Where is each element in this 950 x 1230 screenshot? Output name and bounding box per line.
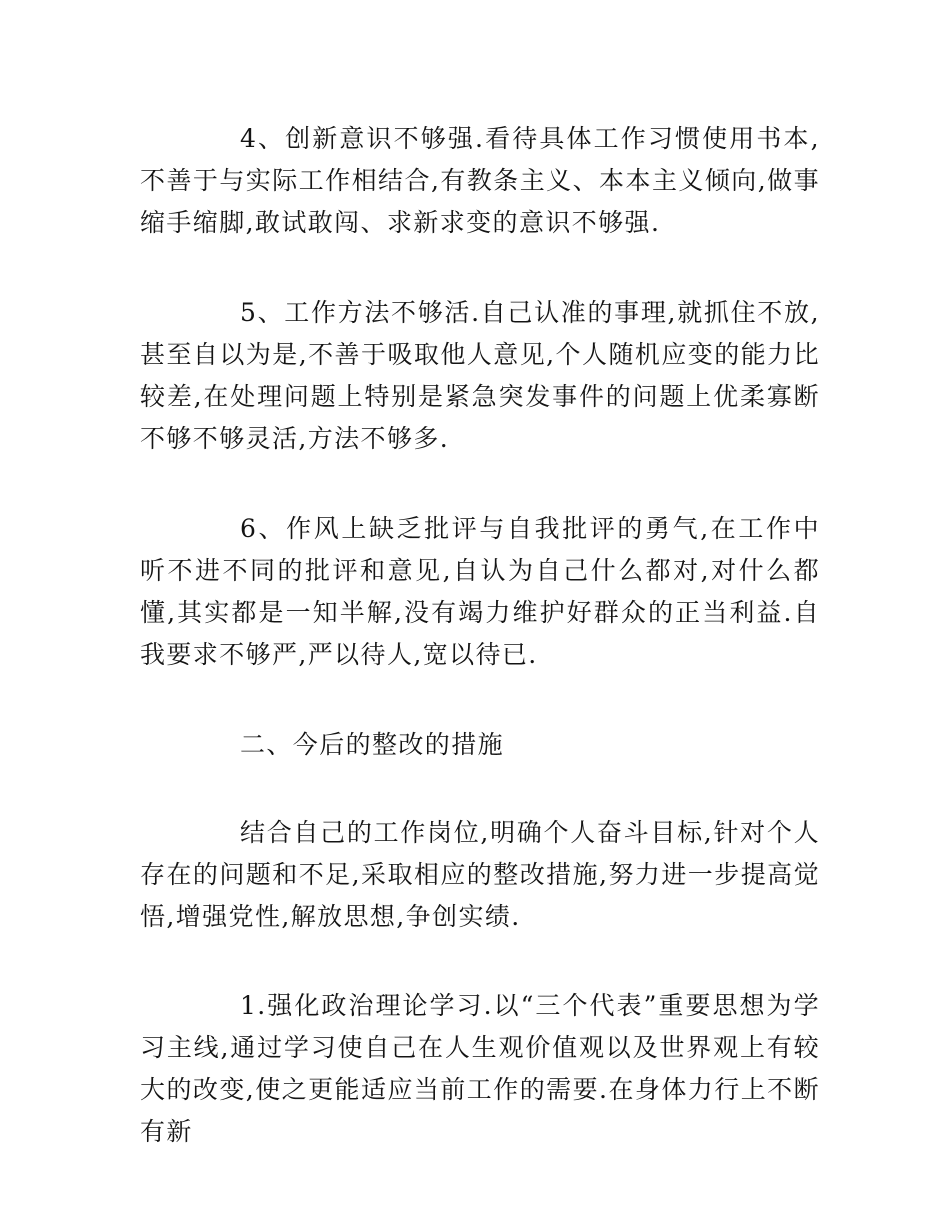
paragraph-political-theory-study: 1.强化政治理论学习.以“三个代表”重要思想为学习主线,通过学习使自己在人生观价值观以及世界观上有较大的改变,使之更能适应当前工作的需要.在身体力行上不断有新 xyxy=(140,991,820,1146)
paragraph-innovation-awareness: 4、创新意识不够强.看待具体工作习惯使用书本,不善于与实际工作相结合,有教条主义、本本主义倾向,做事缩手缩脚,敢试敢闯、求新求变的意识不够强. xyxy=(140,124,820,237)
paragraph-work-methods: 5、工作方法不够活.自己认准的事理,就抓住不放,甚至自以为是,不善于吸取他人意见,个人随机应变的能力比较差,在处理问题上特别是紧急突发事件的问题上优柔寡断不够不够灵活,方法不够多. xyxy=(140,298,820,453)
paragraph-rectification-intro: 结合自己的工作岗位,明确个人奋斗目标,针对个人存在的问题和不足,采取相应的整改措施,努力进一步提高觉悟,增强党性,解放思想,争创实绩. xyxy=(140,818,820,931)
paragraph-criticism-style: 6、作风上缺乏批评与自我批评的勇气,在工作中听不进不同的批评和意见,自认为自己什么都对,对什么都懂,其实都是一知半解,没有竭力维护好群众的正当利益.自我要求不够严,严以待人,宽以待已. xyxy=(140,514,820,669)
section-heading-rectification-measures: 二、今后的整改的措施 xyxy=(240,730,505,759)
